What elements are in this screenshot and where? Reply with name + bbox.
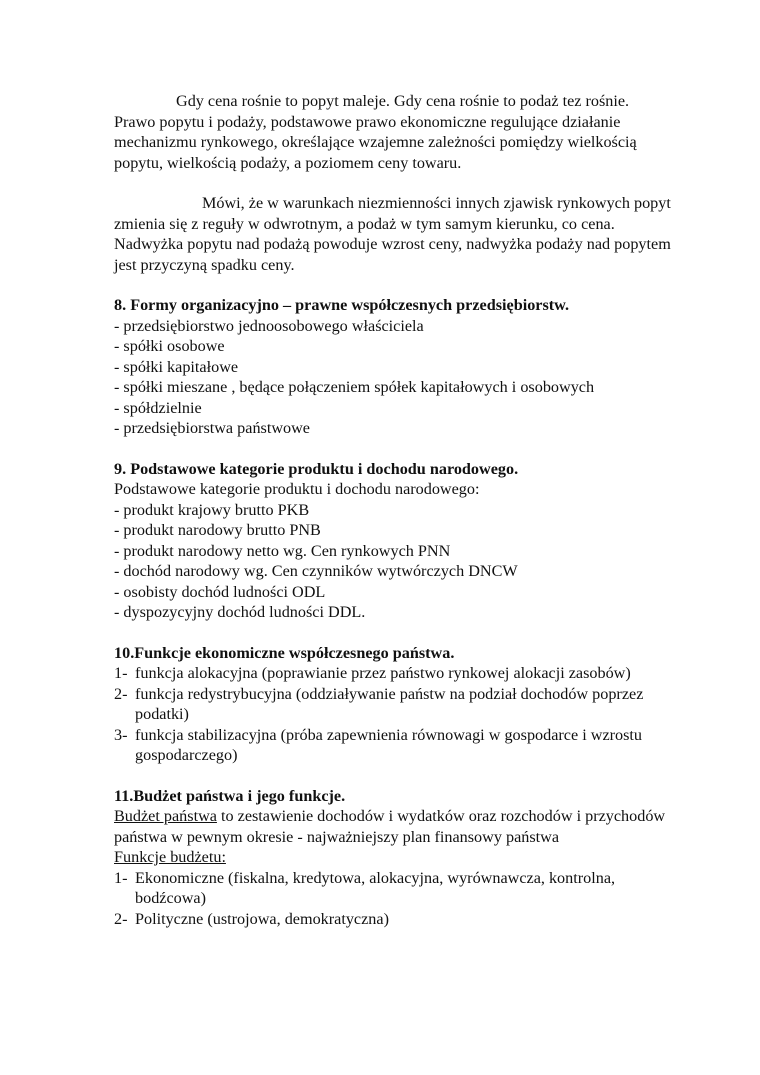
spacer <box>114 623 674 643</box>
spacer <box>114 173 674 193</box>
section-8-list <box>114 316 674 439</box>
budget-term: Budżet państwa <box>114 807 217 825</box>
list-item: - przedsiębiorstwo jednoosobowego właściciela <box>114 316 424 335</box>
list-item: - spółdzielnie <box>114 398 202 417</box>
list-item <box>114 684 674 725</box>
item-text: funkcja redystrybucyjna (oddziaływanie państw na podział dochodów poprzez podatki) <box>135 684 644 723</box>
list-item: - osobisty dochód ludności ODL <box>114 582 326 601</box>
section-11-list <box>114 868 674 930</box>
budget-definition-text: to zestawienie dochodów i wydatków oraz rozchodów i przychodów państwa w pewnym okresie - najważniejszy plan finansowy państwa <box>114 807 666 846</box>
item-text: Ekonomiczne (fiskalna, kredytowa, alokacyjna, wyrównawcza, kontrolna, bodźcowa) <box>135 868 616 907</box>
item-number: 1- <box>114 868 128 887</box>
list-item: - spółki mieszane , będące połączeniem spółek kapitałowych i osobowych <box>114 378 595 396</box>
section-10-list <box>114 663 674 766</box>
paragraph-market-law: Mówi, że w warunkach niezmienności innych zjawisk rynkowych popyt zmienia się z reguły w odwrotnym, a podaż w tym samym kierunku, co cena. Nadwyżka popytu nad podażą powoduje wzrost ceny, nadwyżka podaży nad popytem jest przyczyną spadku ceny. <box>114 194 671 274</box>
list-item <box>114 909 674 930</box>
section-11-heading: 11.Budżet państwa i jego funkcje. <box>114 786 346 805</box>
section-9-intro: Podstawowe kategorie produktu i dochodu narodowego: <box>114 480 480 498</box>
spacer <box>114 439 674 459</box>
list-item: - dochód narodowy wg. Cen czynników wytwórczych DNCW <box>114 562 518 580</box>
list-item: - produkt narodowy brutto PNB <box>114 521 321 539</box>
list-item: - spółki osobowe <box>114 337 225 355</box>
paragraph-supply-demand: Gdy cena rośnie to popyt maleje. Gdy cena rośnie to podaż tez rośnie. Prawo popytu i podaży, podstawowe prawo ekonomiczne regulujące działanie mechanizmu rynkowego, określające wzajemne zależności pomiędzy wielkością popytu, wielkością podaży, a poziomem ceny towaru. <box>114 92 637 172</box>
item-text: funkcja alokacyjna (poprawianie przez państwo rynkowej alokacji zasobów) <box>135 664 631 682</box>
document-page <box>114 91 674 929</box>
section-9-list <box>114 500 674 623</box>
item-number: 1- <box>114 664 128 682</box>
item-number: 2- <box>114 909 128 928</box>
list-item: - przedsiębiorstwa państwowe <box>114 419 310 437</box>
list-item <box>114 868 674 909</box>
list-item: - produkt krajowy brutto PKB <box>114 500 310 519</box>
item-number: 2- <box>114 684 128 703</box>
spacer <box>114 275 674 295</box>
list-item: - dyspozycyjny dochód ludności DDL. <box>114 603 366 621</box>
section-8-heading: 8. Formy organizacyjno – prawne współczesnych przedsiębiorstw. <box>114 296 570 314</box>
section-10-heading: 10.Funkcje ekonomiczne współczesnego państwa. <box>114 643 455 662</box>
item-text: Polityczne (ustrojowa, demokratyczna) <box>135 909 389 928</box>
list-item: - spółki kapitałowe <box>114 357 239 376</box>
list-item: - produkt narodowy netto wg. Cen rynkowych PNN <box>114 541 451 560</box>
budget-definition <box>114 806 674 847</box>
spacer <box>114 766 674 786</box>
item-number: 3- <box>114 725 128 744</box>
budget-functions-label: Funkcje budżetu: <box>114 848 226 866</box>
list-item <box>114 725 674 766</box>
list-item <box>114 663 674 684</box>
section-9-heading: 9. Podstawowe kategorie produktu i dochodu narodowego. <box>114 459 519 478</box>
item-text: funkcja stabilizacyjna (próba zapewnienia równowagi w gospodarce i wzrostu gospodarczego) <box>135 725 643 764</box>
